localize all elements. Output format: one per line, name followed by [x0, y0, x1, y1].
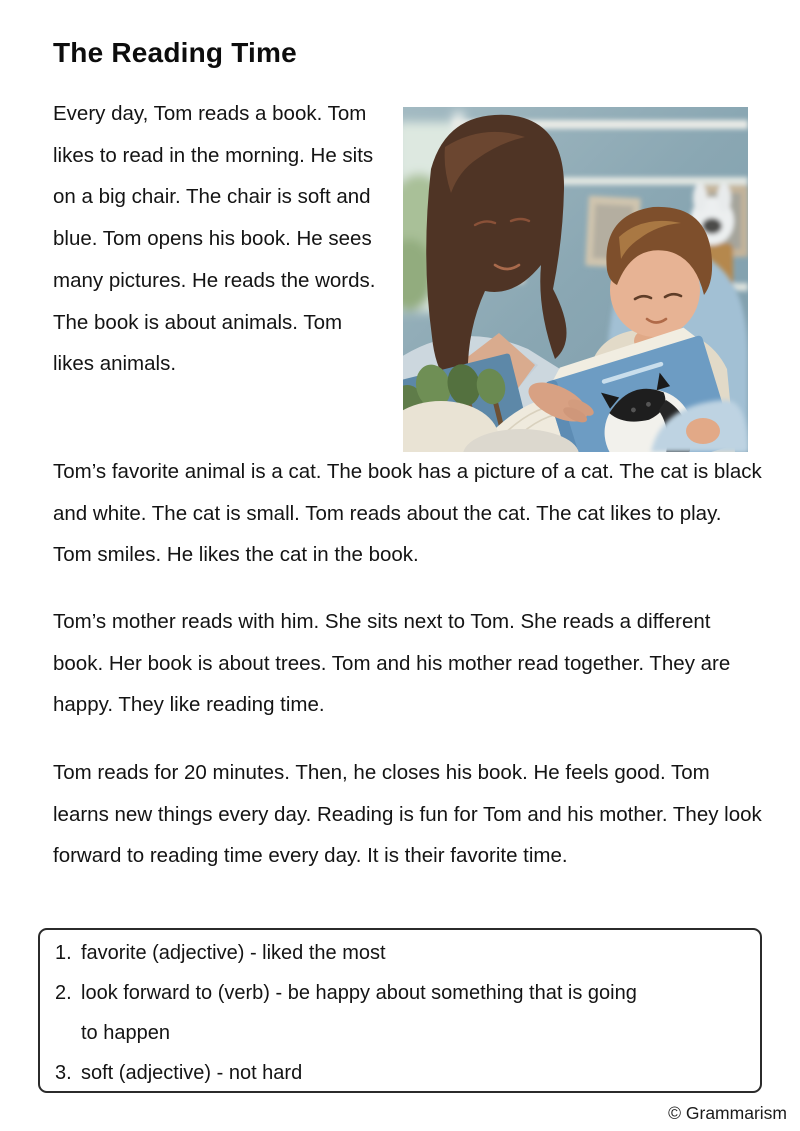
vocabulary-item-definition: look forward to (verb) - be happy about something that is going to happen: [81, 982, 637, 1044]
story-photo: [403, 107, 748, 452]
story-paragraph-1: Every day, Tom reads a book. Tom likes to read in the morning. He sits on a big chair. The chair is soft and blue. Tom opens his book. He sees many pictures. He reads the words. The book is about animals. Tom likes animals.: [53, 102, 376, 376]
vocabulary-item-number: 2.: [55, 982, 72, 1004]
vocabulary-box: [38, 928, 762, 1093]
photo-boy-hand: [686, 418, 720, 444]
copyright-credit: © Grammarism: [668, 1103, 787, 1123]
story-paragraph-3: Tom’s mother reads with him. She sits next to Tom. She reads a different book. Her book is about trees. Tom and his mother read together. They are happy. They like reading time.: [53, 610, 731, 717]
vocabulary-item-number: 3.: [55, 1062, 72, 1084]
vocabulary-item-definition: soft (adjective) - not hard: [81, 1062, 303, 1084]
vocabulary-item-number: 1.: [55, 942, 72, 964]
vocabulary-item-2: [55, 973, 746, 1053]
vocabulary-item-3: [55, 1053, 746, 1093]
story-paragraph-4: Tom reads for 20 minutes. Then, he closes his book. He feels good. Tom learns new things every day. Reading is fun for Tom and his mother. They look forward to reading time every day. It is their favorite time.: [53, 761, 762, 868]
page-title: The Reading Time: [53, 37, 297, 68]
vocabulary-item-1: [55, 933, 746, 973]
reading-illustration: [403, 107, 748, 452]
vocabulary-item-definition: favorite (adjective) - liked the most: [81, 942, 386, 964]
story-paragraph-2: Tom’s favorite animal is a cat. The book has a picture of a cat. The cat is black and white. The cat is small. Tom reads about the cat. The cat likes to play. Tom smiles. He likes the cat in the book.: [53, 460, 762, 567]
vocabulary-list: [55, 933, 746, 1093]
